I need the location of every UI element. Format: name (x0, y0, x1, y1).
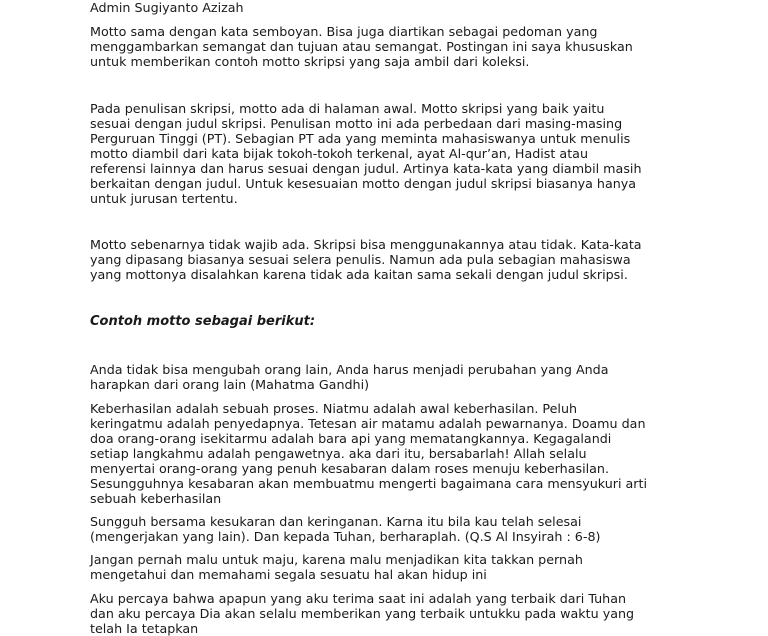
paragraph-motto-optional: Motto sebenarnya tidak wajib ada. Skripsi bisa menggunakannya atau tidak. Kata-kata yang dipasang biasanya sesuai selera penulis. Namun ada pula sebagian mahasiswa yang mottonya disalahkan karena tidak ada kaitan sama sekali dengan judul skripsi. (90, 237, 642, 282)
quote-item: Anda tidak bisa mengubah orang lain, Anda harus menjadi perubahan yang Anda harapkan dari orang lain (Mahatma Gandhi) (90, 362, 609, 392)
paragraph-skripsi-motto: Pada penulisan skripsi, motto ada di halaman awal. Motto skripsi yang baik yaitu sesuai dengan judul skripsi. Penulisan motto ini ada perbedaan dari masing-masing Perguruan Tinggi (PT). Sebagian PT ada yang meminta mahasiswanya untuk menulis motto diambil dari kata bijak tokoh-tokoh terkenal, ayat Al-qur’an, Hadist atau referensi lainnya dan harus sesuai dengan judul. Artinya kata-kata yang diambil masih berkaitan dengan judul. Untuk kesesuaian motto dengan judul skripsi biasanya hanya untuk jurusan tertentu. (90, 101, 642, 206)
quote-item: Aku percaya bahwa apapun yang aku terima saat ini adalah yang terbaik dari Tuhan dan aku percaya Dia akan selalu memberikan yang terbaik untukku pada waktu yang telah Ia tetapkan (90, 591, 635, 636)
quote-item: Keberhasilan adalah sebuah proses. Niatmu adalah awal keberhasilan. Peluh keringatmu adalah penyedapnya. Tetesan air matamu adalah pewarnanya. Doamu dan doa orang-orang isekitarmu adalah bara api yang mematangkannya. Kegagalandi setiap langkahmu adalah pengawetnya. aka dari itu, bersabarlah! Allah selalu menyertai orang-orang yang penuh kesabaran dalam roses menuju keberhasilan. Sesungguhnya kesabaran akan membuatmu mengerti bagaimana cara mensyukuri arti sebuah keberhasilan (90, 401, 648, 506)
quote-item: Jangan pernah malu untuk maju, karena malu menjadikan kita takkan pernah mengetahui dan memahami segala sesuatu hal akan hidup ini (90, 552, 583, 582)
author-line: Admin Sugiyanto Azizah (90, 0, 244, 15)
intro-paragraph: Motto sama dengan kata semboyan. Bisa juga diartikan sebagai pedoman yang menggambarkan semangat dan tujuan atau semangat. Postingan ini saya khususkan untuk memberikan contoh motto skripsi yang saja ambil dari koleksi. (90, 24, 633, 69)
section-heading: Contoh motto sebagai berikut: (90, 314, 316, 329)
quote-item: Sungguh bersama kesukaran dan keringanan. Karna itu bila kau telah selesai (mengerjakan yang lain). Dan kepada Tuhan, berharaplah. (Q.S Al Insyirah : 6-8) (90, 514, 601, 544)
